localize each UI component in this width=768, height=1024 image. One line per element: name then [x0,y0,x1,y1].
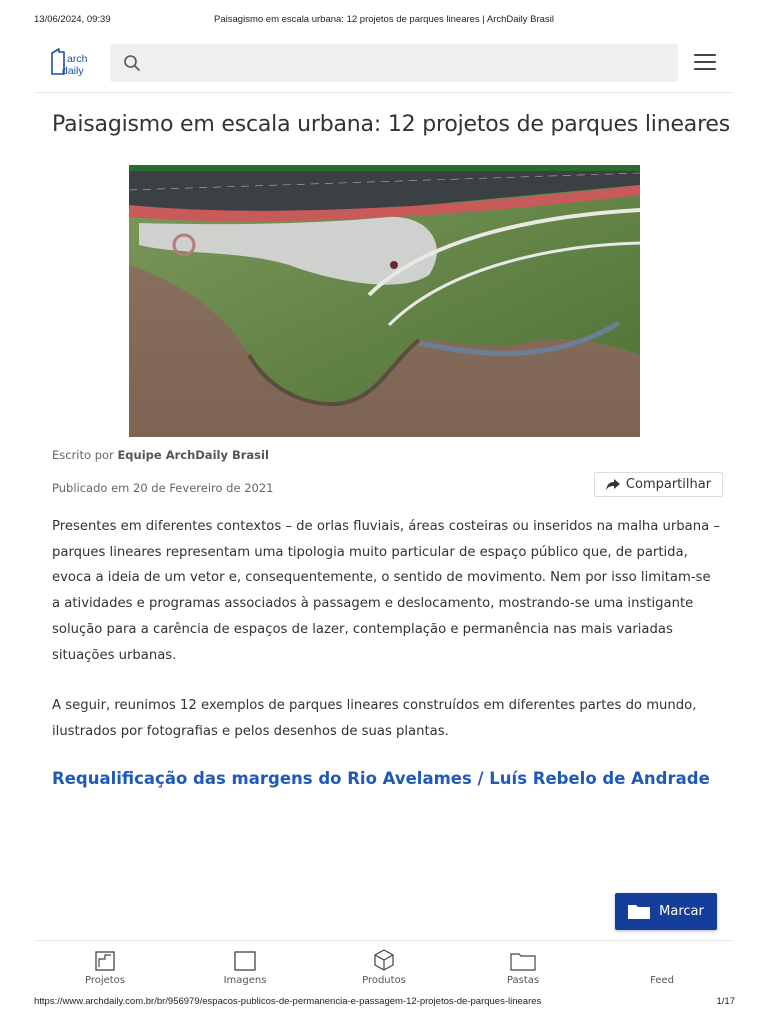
bookmark-label: Marcar [659,904,704,919]
search-input[interactable] [154,44,668,84]
products-icon [374,949,394,971]
article-byline [52,448,269,462]
share-arrow-icon [606,479,620,491]
print-page-number: 1/17 [716,996,735,1007]
article-title: Paisagismo em escala urbana: 12 projetos de parques lineares [52,112,731,137]
logo-text-daily: daily [62,65,84,77]
nav-images[interactable] [205,949,285,986]
nav-projects[interactable] [65,949,145,986]
author-link[interactable]: Equipe ArchDaily Brasil [117,448,269,462]
share-button[interactable] [594,472,723,497]
article-paragraph: Presentes em diferentes contextos – de orlas fluviais, áreas costeiras ou inseridos na malha urbana – parques lineares representam uma tipologia muito particular de espaço público que, de partida, evoca a ideia de um vetor e, consequentemente, o sentido de movimento. Nem por isso limitam-se a atividades e programas associados à passagem e deslocamento, mostrando-se uma instigante solução para a carência de espaços de lazer, contemplação e permanência nas mais variadas situações urbanas. [52,519,720,663]
print-datetime: 13/06/2024, 09:39 [34,14,111,25]
share-label: Compartilhar [625,477,712,492]
site-header [36,40,732,93]
search-bar[interactable] [110,44,678,82]
article-paragraph: A seguir, reunimos 12 exemplos de parques lineares construídos em diferentes partes do mundo, ilustrados por fotografias e pelos desenhos de suas plantas. [52,698,697,739]
folders-icon [510,953,536,971]
nav-label: Produtos [362,975,406,986]
byline-prefix: Escrito por [52,448,114,462]
logo-text-arch: arch [67,53,88,65]
feed-icon [662,970,663,971]
nav-label: Imagens [223,975,267,986]
nav-products[interactable] [344,949,424,986]
nav-label: Feed [650,975,674,986]
projects-icon [95,951,115,971]
archdaily-logo[interactable] [50,48,96,78]
hero-image[interactable] [129,165,640,437]
bottom-navigation [36,940,732,991]
nav-folders[interactable] [483,949,563,986]
search-icon [123,54,141,72]
hamburger-menu-icon[interactable] [694,54,716,72]
folder-icon [628,904,650,919]
bookmark-button[interactable] [615,893,717,930]
print-url: https://www.archdaily.com.br/br/956979/espacos-publicos-de-permanencia-e-passagem-12-projetos-de-parques-lineares [34,996,542,1007]
aerial-park-photo [129,165,640,437]
images-icon [234,951,256,971]
section-heading-link[interactable]: Requalificação das margens do Rio Avelames / Luís Rebelo de Andrade [52,769,710,788]
nav-label: Projetos [84,975,126,986]
nav-label: Pastas [506,975,540,986]
print-page-title: Paisagismo em escala urbana: 12 projetos de parques lineares | ArchDaily Brasil [214,14,554,25]
nav-feed[interactable] [622,949,702,986]
publish-date: Publicado em 20 de Fevereiro de 2021 [52,481,274,495]
